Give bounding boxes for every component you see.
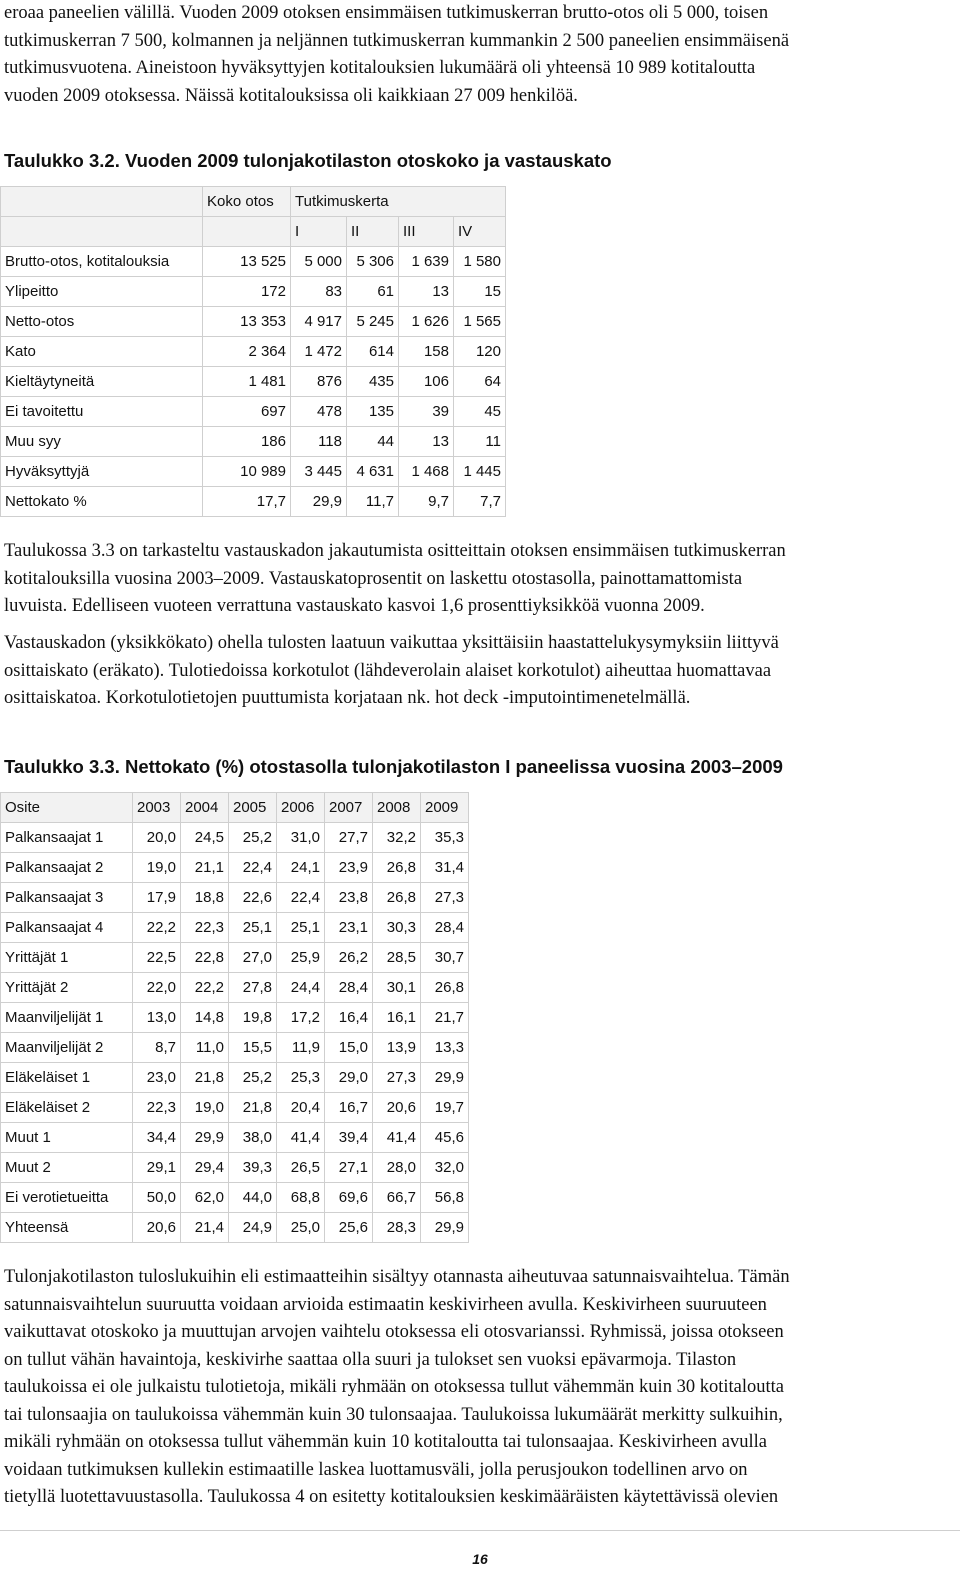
table-cell: 24,5 — [181, 823, 229, 853]
table-cell: 22,0 — [133, 973, 181, 1003]
table-cell: 118 — [291, 427, 347, 457]
row-label: Kieltäytyneitä — [1, 367, 203, 397]
table-cell: 41,4 — [373, 1123, 421, 1153]
table-cell: 1 445 — [454, 457, 506, 487]
table-cell: 45,6 — [421, 1123, 469, 1153]
table-cell: 23,0 — [133, 1063, 181, 1093]
table-cell: 9,7 — [399, 487, 454, 517]
table-cell: 34,4 — [133, 1123, 181, 1153]
column-header-year: 2007 — [325, 793, 373, 823]
table-cell: 38,0 — [229, 1123, 277, 1153]
row-label: Nettokato % — [1, 487, 203, 517]
table-row — [1, 1003, 469, 1033]
column-header-year: 2003 — [133, 793, 181, 823]
table-caption-3-3: Taulukko 3.3. Nettokato (%) otostasolla tulonjakotilaston I paneelissa vuosina 2003–2009 — [4, 756, 783, 777]
table-cell: 15,0 — [325, 1033, 373, 1063]
table-cell: 15,5 — [229, 1033, 277, 1063]
text-line: osittaiskatoa. Korkotulotietojen puuttumista korjataan nk. hot deck -imputointimenetelmällä. — [4, 688, 691, 708]
table-cell: 16,4 — [325, 1003, 373, 1033]
row-label: Brutto-otos, kotitalouksia — [1, 247, 203, 277]
table-cell: 25,1 — [229, 913, 277, 943]
table-cell: 13 — [399, 427, 454, 457]
text-line: vaikuttavat otoskoko ja muuttujan arvojen vaihtelu otoksessa eli otosvarianssi. Ryhmissä, joissa otokseen — [4, 1322, 784, 1342]
text-line: tutkimusvuotena. Aineistoon hyväksyttyjen kotitalouksien lukumäärä oli yhteensä 10 989 kotitaloutta — [4, 58, 756, 78]
table-cell: 25,9 — [277, 943, 325, 973]
table-cell: 172 — [203, 277, 291, 307]
table-cell: 29,4 — [181, 1153, 229, 1183]
table-cell: 1 481 — [203, 367, 291, 397]
table-cell: 26,8 — [421, 973, 469, 1003]
table-cell: 1 639 — [399, 247, 454, 277]
table-net-nonresponse-by-stratum — [0, 792, 469, 1243]
table-cell: 45 — [454, 397, 506, 427]
table-body — [1, 823, 469, 1243]
row-label: Netto-otos — [1, 307, 203, 337]
table-cell: 29,9 — [291, 487, 347, 517]
table-cell: 32,2 — [373, 823, 421, 853]
table-cell: 106 — [399, 367, 454, 397]
row-label: Maanviljelijät 2 — [1, 1033, 133, 1063]
table-cell: 3 445 — [291, 457, 347, 487]
table-cell: 29,1 — [133, 1153, 181, 1183]
table-cell: 64 — [454, 367, 506, 397]
text-line: tietyllä luotettavuustasolla. Taulukossa 4 on esitetty kotitalouksien keskimääräisten käytettävissä olevien — [4, 1487, 779, 1507]
table-cell: 50,0 — [133, 1183, 181, 1213]
table-cell: 28,4 — [421, 913, 469, 943]
text-line: kotitalouksilla vuosina 2003–2009. Vastauskatoprosentit on laskettu otostasolla, painottamattomista — [4, 568, 743, 589]
table-cell: 66,7 — [373, 1183, 421, 1213]
table-row — [1, 367, 506, 397]
row-label: Eläkeläiset 2 — [1, 1093, 133, 1123]
table-row — [1, 883, 469, 913]
table-cell: 13 525 — [203, 247, 291, 277]
table-cell: 25,2 — [229, 823, 277, 853]
table-cell: 44 — [347, 427, 399, 457]
table-cell: 876 — [291, 367, 347, 397]
row-label: Muut 1 — [1, 1123, 133, 1153]
table-cell: 30,1 — [373, 973, 421, 1003]
row-label: Muu syy — [1, 427, 203, 457]
table-cell: 4 917 — [291, 307, 347, 337]
paragraph-nonresponse-by-stratum — [4, 538, 956, 621]
table-subheader-row — [1, 217, 506, 247]
row-label: Yrittäjät 1 — [1, 943, 133, 973]
table-cell: 17,9 — [133, 883, 181, 913]
table-cell: 27,1 — [325, 1153, 373, 1183]
table-cell: 22,6 — [229, 883, 277, 913]
paragraph-item-nonresponse — [4, 630, 956, 713]
table-cell: 32,0 — [421, 1153, 469, 1183]
column-header-tutkimuskerta: Tutkimuskerta — [291, 187, 506, 217]
column-header-round: III — [399, 217, 454, 247]
table-cell: 20,6 — [373, 1093, 421, 1123]
table-cell: 22,8 — [181, 943, 229, 973]
table-cell: 29,0 — [325, 1063, 373, 1093]
table-cell: 10 989 — [203, 457, 291, 487]
table-cell: 22,3 — [133, 1093, 181, 1123]
text-line: eroaa paneelien välillä. Vuoden 2009 otoksen ensimmäisen tutkimuskerran brutto-otos oli 5 000, toisen — [4, 3, 769, 23]
table-cell: 13,0 — [133, 1003, 181, 1033]
table-row — [1, 943, 469, 973]
table-cell: 13 353 — [203, 307, 291, 337]
table-cell: 20,4 — [277, 1093, 325, 1123]
column-header-year: 2009 — [421, 793, 469, 823]
table-cell: 28,0 — [373, 1153, 421, 1183]
paragraph-sample-description — [4, 0, 956, 110]
text-line: tai tulonsaajia on taulukoissa vähemmän kuin 30 tulonsaajaa. Taulukoissa lukumäärät merkitty sulkuihin, — [4, 1404, 783, 1425]
table-cell: 16,7 — [325, 1093, 373, 1123]
table-cell: 61 — [347, 277, 399, 307]
table-empty-cell — [203, 217, 291, 247]
row-label: Ei tavoitettu — [1, 397, 203, 427]
table-cell: 28,4 — [325, 973, 373, 1003]
table-cell: 19,7 — [421, 1093, 469, 1123]
table-row — [1, 427, 506, 457]
table-cell: 13,3 — [421, 1033, 469, 1063]
table-cell: 135 — [347, 397, 399, 427]
table-caption-3-2: Taulukko 3.2. Vuoden 2009 tulonjakotilaston otoskoko ja vastauskato — [4, 150, 612, 171]
table-cell: 35,3 — [421, 823, 469, 853]
table-corner-cell — [1, 187, 203, 217]
table-cell: 44,0 — [229, 1183, 277, 1213]
table-cell: 5 306 — [347, 247, 399, 277]
table-cell: 20,6 — [133, 1213, 181, 1243]
row-label: Kato — [1, 337, 203, 367]
table-cell: 5 000 — [291, 247, 347, 277]
table-row — [1, 823, 469, 853]
column-header-round: IV — [454, 217, 506, 247]
table-cell: 17,7 — [203, 487, 291, 517]
table-cell: 23,9 — [325, 853, 373, 883]
table-row — [1, 307, 506, 337]
text-line: osittaiskato (eräkato). Tulotiedoissa korkotulot (lähdeverolain alaiset korkotulot) aiheuttaa huomattavaa — [4, 660, 772, 681]
text-line: mikäli ryhmään on otoksessa tullut vähemmän kuin 10 kotitaloutta tai tulonsaajaa. Keskivirheen avulla — [4, 1432, 767, 1452]
table-cell: 27,3 — [373, 1063, 421, 1093]
table-cell: 29,9 — [181, 1123, 229, 1153]
text-line: on tullut vähän havaintoja, keskivirhe saattaa olla suuri ja tulokset sen vuoksi epävarmoja. Tilaston — [4, 1349, 737, 1370]
table-cell: 186 — [203, 427, 291, 457]
table-row — [1, 457, 506, 487]
table-cell: 5 245 — [347, 307, 399, 337]
table-cell: 31,0 — [277, 823, 325, 853]
table-cell: 11,0 — [181, 1033, 229, 1063]
table-cell: 23,1 — [325, 913, 373, 943]
table-cell: 25,3 — [277, 1063, 325, 1093]
table-cell: 39,3 — [229, 1153, 277, 1183]
table-cell: 8,7 — [133, 1033, 181, 1063]
column-header-round: II — [347, 217, 399, 247]
row-label: Ylipeitto — [1, 277, 203, 307]
table-cell: 21,8 — [181, 1063, 229, 1093]
table-cell: 68,8 — [277, 1183, 325, 1213]
table-cell: 1 472 — [291, 337, 347, 367]
table-cell: 24,4 — [277, 973, 325, 1003]
table-cell: 21,4 — [181, 1213, 229, 1243]
table-cell: 25,2 — [229, 1063, 277, 1093]
table-cell: 1 468 — [399, 457, 454, 487]
row-label: Palkansaajat 4 — [1, 913, 133, 943]
table-cell: 22,2 — [181, 973, 229, 1003]
table-cell: 697 — [203, 397, 291, 427]
table-row — [1, 1033, 469, 1063]
table-cell: 27,3 — [421, 883, 469, 913]
table-cell: 11,7 — [347, 487, 399, 517]
table-row — [1, 1213, 469, 1243]
text-line: taulukoissa ei ole julkaistu tulotietoja, mikäli ryhmään on otoksessa tullut vähemmän kuin 30 kotitaloutta — [4, 1377, 784, 1397]
table-sample-size-nonresponse — [0, 186, 506, 517]
table-cell: 20,0 — [133, 823, 181, 853]
table-cell: 21,1 — [181, 853, 229, 883]
text-line: Taulukossa 3.3 on tarkasteltu vastauskadon jakautumista ositteittain otoksen ensimmäisen tutkimuskerran — [4, 541, 786, 561]
table-cell: 28,5 — [373, 943, 421, 973]
table-header-row — [1, 793, 469, 823]
table-cell: 17,2 — [277, 1003, 325, 1033]
table-cell: 11,9 — [277, 1033, 325, 1063]
column-header-osite: Osite — [1, 793, 133, 823]
table-cell: 69,6 — [325, 1183, 373, 1213]
text-line: voidaan tutkimuksen kullekin estimaatille laskea luottamusväli, jolla perusjoukon todellinen arvo on — [4, 1459, 748, 1480]
table-cell: 478 — [291, 397, 347, 427]
table-cell: 22,3 — [181, 913, 229, 943]
row-label: Palkansaajat 2 — [1, 853, 133, 883]
table-cell: 1 626 — [399, 307, 454, 337]
table-cell: 16,1 — [373, 1003, 421, 1033]
text-line: tutkimuskerran 7 500, kolmannen ja neljännen tutkimuskerran kummankin 2 500 paneelien ensimmäisenä — [4, 30, 790, 51]
table-cell: 25,6 — [325, 1213, 373, 1243]
table-cell: 7,7 — [454, 487, 506, 517]
table-cell: 39,4 — [325, 1123, 373, 1153]
table-row — [1, 1153, 469, 1183]
table-cell: 4 631 — [347, 457, 399, 487]
table-cell: 62,0 — [181, 1183, 229, 1213]
table-row — [1, 1183, 469, 1213]
table-cell: 29,9 — [421, 1213, 469, 1243]
column-header-year: 2005 — [229, 793, 277, 823]
table-cell: 26,2 — [325, 943, 373, 973]
table-cell: 19,0 — [133, 853, 181, 883]
table-row — [1, 973, 469, 1003]
table-cell: 435 — [347, 367, 399, 397]
column-header-year: 2004 — [181, 793, 229, 823]
table-cell: 19,0 — [181, 1093, 229, 1123]
text-line: vuoden 2009 otoksessa. Näissä kotitalouksissa oli kaikkiaan 27 009 henkilöä. — [4, 85, 578, 106]
table-cell: 27,0 — [229, 943, 277, 973]
text-line: satunnaisvaihtelun suuruutta voidaan arvioida estimaatin keskivirheen avulla. Keskivirheen suuruuteen — [4, 1294, 767, 1315]
table-cell: 14,8 — [181, 1003, 229, 1033]
table-row — [1, 277, 506, 307]
table-row — [1, 337, 506, 367]
table-empty-cell — [1, 217, 203, 247]
text-line: Vastauskadon (yksikkökato) ohella tulosten laatuun vaikuttaa yksittäisiin haastattelukysymyksiin liittyvä — [4, 633, 779, 653]
table-cell: 21,7 — [421, 1003, 469, 1033]
table-row — [1, 1123, 469, 1153]
table-cell: 27,7 — [325, 823, 373, 853]
column-header-year: 2006 — [277, 793, 325, 823]
table-row — [1, 1093, 469, 1123]
table-cell: 24,9 — [229, 1213, 277, 1243]
text-line: Tulonjakotilaston tuloslukuihin eli estimaatteihin sisältyy otannasta aiheutuvaa satunnaisvaihtelua. Tämän — [4, 1267, 790, 1287]
table-cell: 1 580 — [454, 247, 506, 277]
column-header-koko-otos: Koko otos — [203, 187, 291, 217]
table-cell: 13 — [399, 277, 454, 307]
table-cell: 2 364 — [203, 337, 291, 367]
row-label: Muut 2 — [1, 1153, 133, 1183]
row-label: Hyväksyttyjä — [1, 457, 203, 487]
table-cell: 29,9 — [421, 1063, 469, 1093]
table-cell: 26,8 — [373, 853, 421, 883]
table-cell: 27,8 — [229, 973, 277, 1003]
table-cell: 22,5 — [133, 943, 181, 973]
table-cell: 21,8 — [229, 1093, 277, 1123]
table-cell: 30,3 — [373, 913, 421, 943]
text-line: luvuista. Edelliseen vuoteen verrattuna vastauskato kasvoi 1,6 prosenttiyksikköä vuonna 2009. — [4, 596, 705, 616]
column-header-round: I — [291, 217, 347, 247]
table-cell: 614 — [347, 337, 399, 367]
table-row — [1, 1063, 469, 1093]
row-label: Eläkeläiset 1 — [1, 1063, 133, 1093]
table-row — [1, 487, 506, 517]
table-cell: 25,0 — [277, 1213, 325, 1243]
table-cell: 18,8 — [181, 883, 229, 913]
row-label: Yhteensä — [1, 1213, 133, 1243]
table-cell: 41,4 — [277, 1123, 325, 1153]
table-cell: 25,1 — [277, 913, 325, 943]
table-cell: 39 — [399, 397, 454, 427]
table-cell: 120 — [454, 337, 506, 367]
table-row — [1, 913, 469, 943]
table-row — [1, 247, 506, 277]
page-number: 16 — [472, 1551, 488, 1567]
table-row — [1, 853, 469, 883]
table-cell: 22,2 — [133, 913, 181, 943]
table-cell: 11 — [454, 427, 506, 457]
footer-divider — [0, 1530, 960, 1531]
table-cell: 31,4 — [421, 853, 469, 883]
table-cell: 56,8 — [421, 1183, 469, 1213]
table-cell: 23,8 — [325, 883, 373, 913]
table-cell: 22,4 — [277, 883, 325, 913]
table-cell: 83 — [291, 277, 347, 307]
table-cell: 158 — [399, 337, 454, 367]
column-header-year: 2008 — [373, 793, 421, 823]
table-cell: 30,7 — [421, 943, 469, 973]
table-cell: 1 565 — [454, 307, 506, 337]
table-cell: 13,9 — [373, 1033, 421, 1063]
row-label: Maanviljelijät 1 — [1, 1003, 133, 1033]
row-label: Palkansaajat 3 — [1, 883, 133, 913]
table-cell: 15 — [454, 277, 506, 307]
table-header-row — [1, 187, 506, 217]
table-row — [1, 397, 506, 427]
row-label: Yrittäjät 2 — [1, 973, 133, 1003]
table-cell: 28,3 — [373, 1213, 421, 1243]
paragraph-sampling-error — [4, 1264, 956, 1512]
table-cell: 26,8 — [373, 883, 421, 913]
row-label: Palkansaajat 1 — [1, 823, 133, 853]
table-cell: 22,4 — [229, 853, 277, 883]
table-cell: 24,1 — [277, 853, 325, 883]
table-cell: 26,5 — [277, 1153, 325, 1183]
table-cell: 19,8 — [229, 1003, 277, 1033]
row-label: Ei verotietueitta — [1, 1183, 133, 1213]
